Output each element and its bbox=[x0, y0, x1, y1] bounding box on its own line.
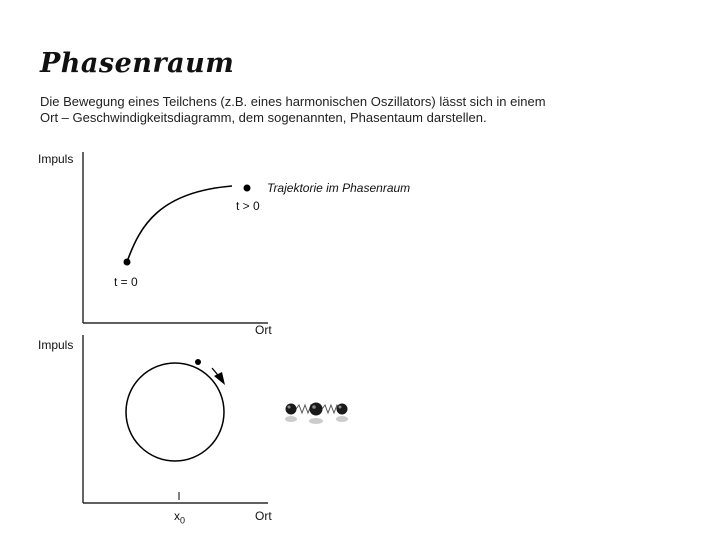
diagram2-axes bbox=[83, 335, 268, 503]
page-title: Phasenraum bbox=[40, 48, 235, 79]
diagram1-x-axis-label: Ort bbox=[255, 323, 272, 337]
phase-orbit-circle bbox=[126, 363, 224, 461]
trajectory-curve bbox=[127, 186, 232, 262]
trajectory-start-point bbox=[124, 259, 131, 266]
diagram1-y-axis-label: Impuls bbox=[38, 152, 74, 166]
molecule-spring-icon bbox=[285, 403, 348, 425]
trajectory-end-point bbox=[244, 185, 251, 192]
x0-label-sub: 0 bbox=[180, 515, 186, 526]
diagram2-y-axis-label: Impuls bbox=[38, 338, 74, 352]
diagram2-x-axis-label: Ort bbox=[255, 509, 272, 523]
trajectory-label: Trajektorie im Phasenraum bbox=[267, 181, 411, 195]
intro-line-1: Die Bewegung eines Teilchens (z.B. eines harmonischen Oszillators) lässt sich in einem bbox=[40, 94, 546, 109]
diagram1-axes bbox=[83, 152, 268, 323]
x0-label-base: x bbox=[174, 509, 180, 523]
start-time-label: t = 0 bbox=[114, 275, 138, 289]
orbit-point bbox=[195, 359, 201, 365]
end-time-label: t > 0 bbox=[236, 199, 260, 213]
x0-label bbox=[174, 509, 185, 525]
intro-line-2: Ort – Geschwindigkeitsdiagramm, dem sogenannten, Phasentaum darstellen. bbox=[40, 110, 487, 125]
